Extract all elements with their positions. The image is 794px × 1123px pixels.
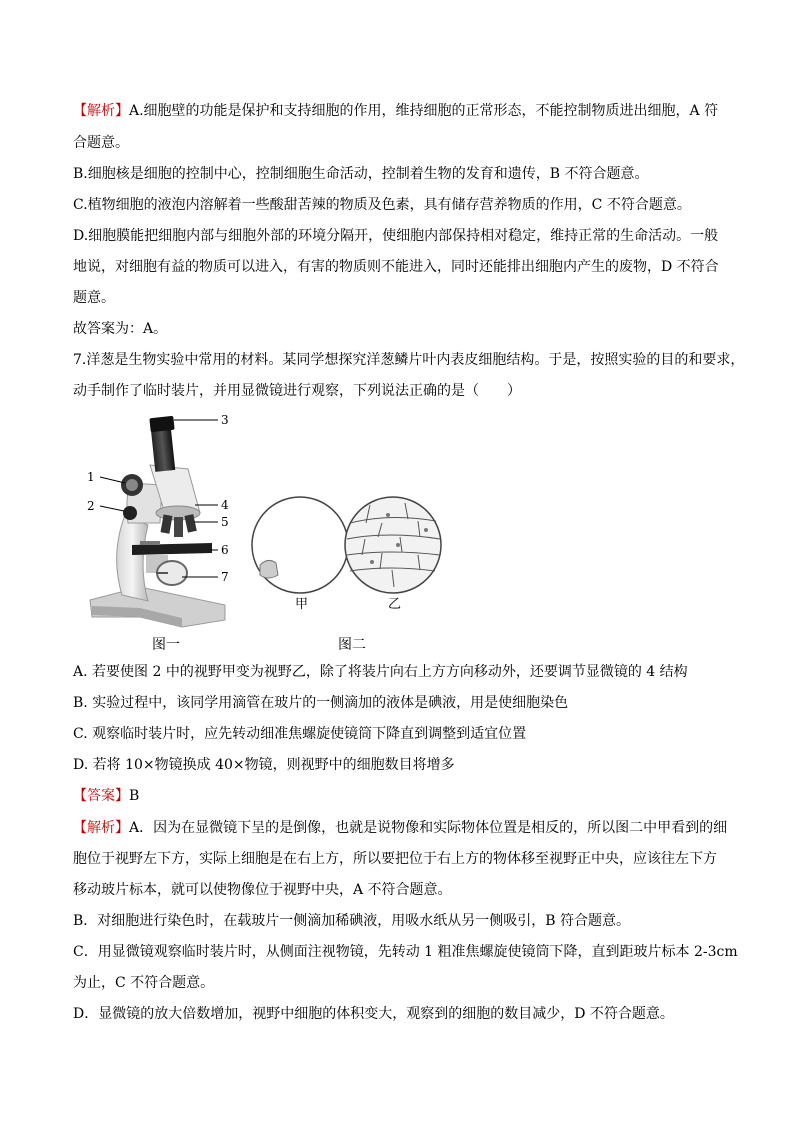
view-yi-label: 乙 [388,597,402,612]
label-4: 4 [221,498,229,512]
option-b: B. 实验过程中，该同学用滴管在玻片的一侧滴加的液体是碘液，用是使细胞染色 [73,695,569,711]
label-2: 2 [87,499,95,513]
answer-line [73,786,139,806]
label-1: 1 [87,470,95,484]
analysis-line: C．用显微镜观察临时装片时，从侧面注视物镜，先转动 1 粗准焦螺旋使镜筒下降，直到距玻片标本 2-3cm [73,944,738,960]
label-5: 5 [221,515,229,529]
analysis-line: 为止，C 不符合题意。 [73,975,215,991]
label-7: 7 [221,570,229,584]
figure-caption-2: 图二 [338,637,366,653]
figure-caption-1: 图一 [152,637,180,653]
option-d: D. 若将 10×物镜换成 40×物镜，则视野中的细胞数目将增多 [73,757,455,773]
analysis-line: 【解析】A．因为在显微镜下呈的是倒像，也就是说物像和实际物体位置是相反的，所以图二中甲看到的细 [73,820,728,836]
view-jia-circle [252,497,348,593]
analysis-line: 合题意。 [73,135,129,151]
analysis-line: B．对细胞进行染色时，在载玻片一侧滴加稀碘液，用吸水纸从另一侧吸引，B 符合题意。 [73,913,631,929]
view-jia-label: 甲 [295,597,309,612]
analysis-line: 移动玻片标本，就可以使物像位于视野中央，A 不符合题意。 [73,882,452,898]
answer-conclusion: 故答案为：A。 [73,321,168,337]
question-text: 7.洋葱是生物实验中常用的材料。某同学想探究洋葱鳞片叶内表皮细胞结构。于是，按照实验的目的和要求， [73,352,745,368]
answer-tag: 【答案】 [73,788,129,804]
analysis-line: 胞位于视野左下方，实际上细胞是在右上方，所以要把位于右上方的物体移至视野正中央，应该往左下方 [73,851,717,867]
analysis-tag: 【解析】 [73,820,129,836]
option-a: A. 若要使图 2 中的视野甲变为视野乙，除了将装片向右上方方向移动外，还要调节显微镜的 4 结构 [73,664,688,680]
question-text: 动手制作了临时装片，并用显微镜进行观察，下列说法正确的是（ ） [73,383,521,399]
microscope-figure [70,405,510,657]
label-3: 3 [221,413,229,427]
answer-value: B [129,788,140,804]
analysis-tag: 【解析】 [73,103,129,119]
analysis-line: 地说，对细胞有益的物质可以进入，有害的物质则不能进入，同时还能排出细胞内产生的废物，D 不符合 [73,259,719,275]
analysis-line: C.植物细胞的液泡内溶解着一些酸甜苦辣的物质及色素，具有储存营养物质的作用，C 不符合题意。 [73,197,691,213]
analysis-line: 题意。 [73,290,115,306]
analysis-line: D．显微镜的放大倍数增加，视野中细胞的体积变大，观察到的细胞的数目减少，D 不符合题意。 [73,1006,674,1022]
analysis-line: B.细胞核是细胞的控制中心，控制细胞生命活动，控制着生物的发育和遗传，B 不符合题意。 [73,166,649,182]
analysis-line: D.细胞膜能把细胞内部与细胞外部的环境分隔开，使细胞内部保持相对稳定，维持正常的生命活动。一般 [73,228,719,244]
label-6: 6 [221,543,229,557]
analysis-line: 【解析】A.细胞壁的功能是保护和支持细胞的作用，维持细胞的正常形态，不能控制物质进出细胞，A 符 [73,103,719,119]
microscope-illustration [70,405,510,657]
option-c: C. 观察临时装片时，应先转动细准焦螺旋使镜筒下降直到调整到适宜位置 [73,726,527,742]
